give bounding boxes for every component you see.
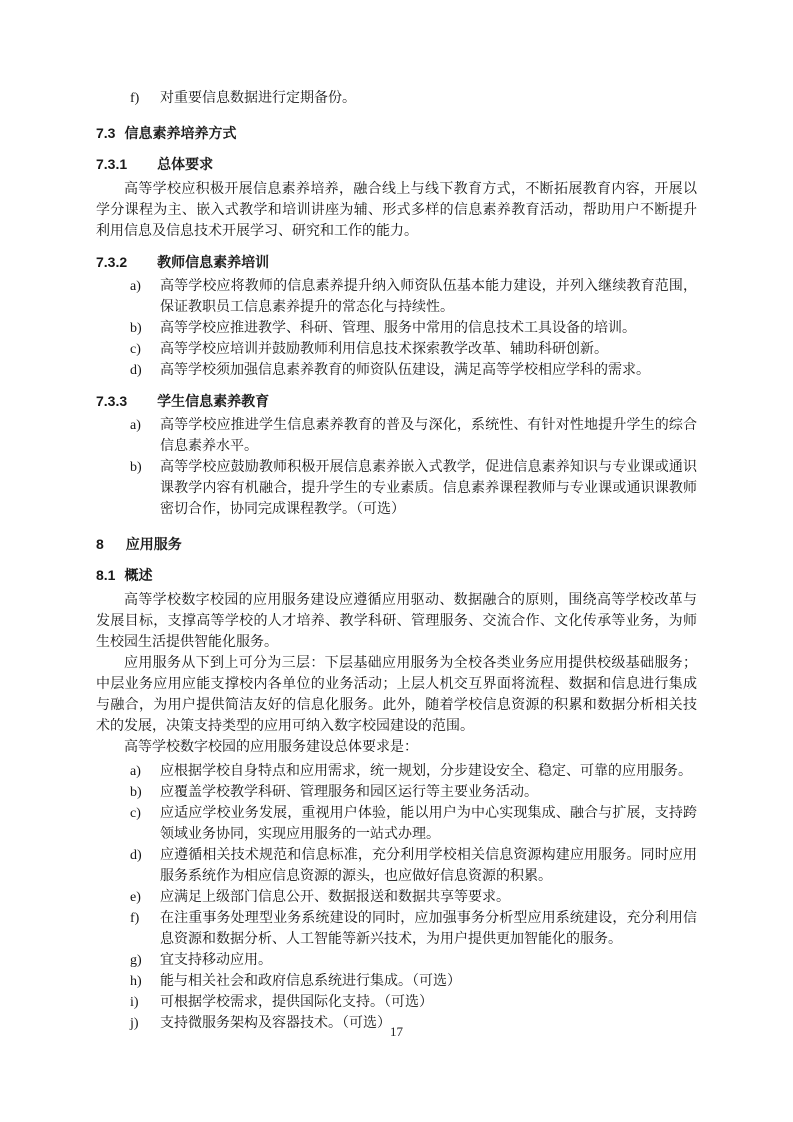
clause-list-8-1 (96, 761, 697, 1034)
item-label: g) (130, 953, 142, 968)
paragraph-8-1-layers: 应用服务从下到上可分为三层：下层基础应用服务为全校各类业务应用提供校级基础服务；中层业务应用应能支撑校内各单位的业务活动；上层人机交互界面将流程、数据和信息进行集成与融合，为用户提供简洁友好的信息化服务。此外，随着学校信息资源的积累和数据分析相关技术的发展，决策支持类型的应用可纳入数字校园建设的范围。 (96, 656, 697, 734)
item-label: b) (130, 321, 142, 336)
heading-title: 总体要求 (157, 156, 214, 172)
item-label: j) (130, 1016, 139, 1031)
heading-number: 7.3.2 (96, 254, 128, 270)
item-label: b) (130, 785, 142, 800)
paragraph-8-1-overview: 高等学校数字校园的应用服务建设应遵循应用驱动、数据融合的原则，围绕高等学校改革与发展目标，支撑高等学校的人才培养、教学科研、管理服务、交流合作、文化传承等业务，为师生校园生活提供智能化服务。 (96, 593, 697, 650)
item-label: e) (130, 890, 141, 905)
heading-title: 应用服务 (125, 536, 182, 552)
item-text: 应覆盖学校教学科研、管理服务和园区运行等主要业务活动。 (160, 785, 538, 800)
clause-item (96, 457, 697, 520)
heading-title: 信息素养培养方式 (124, 125, 237, 141)
item-label: a) (130, 279, 141, 294)
item-text: 高等学校应鼓励教师积极开展信息素养嵌入式教学，促进信息素养知识与专业课或通识课教学内容有机融合，提升学生的专业素质。信息素养课程教师与专业课或通识课教师密切合作，协同完成课程教学。（可选） (160, 460, 697, 517)
item-text: 高等学校应培训并鼓励教师利用信息技术探索教学改革、辅助科研创新。 (160, 342, 608, 357)
clause-item (96, 803, 697, 845)
item-label: b) (130, 460, 142, 475)
item-text: 对重要信息数据进行定期备份。 (160, 91, 356, 106)
item-label: c) (130, 806, 141, 821)
item-text: 能与相关社会和政府信息系统进行集成。（可选） (160, 974, 461, 989)
item-label: h) (130, 974, 142, 989)
clause-item (96, 908, 697, 950)
clause-item (96, 415, 697, 457)
item-text: 应适应学校业务发展，重视用户体验，能以用户为中心实现集成、融合与扩展，支持跨领域业务协同，实现应用服务的一站式办理。 (160, 806, 697, 842)
clause-item (96, 845, 697, 887)
section-heading-7-3 (96, 123, 697, 144)
clause-item-f-top (96, 88, 697, 109)
section-heading-8-1 (96, 565, 697, 586)
item-text: 高等学校应将教师的信息素养提升纳入师资队伍基本能力建设，并列入继续教育范围，保证教职员工信息素养提升的常态化与持续性。 (160, 279, 697, 315)
item-text: 应满足上级部门信息公开、数据报送和数据共享等要求。 (160, 890, 510, 905)
item-text: 高等学校应推进学生信息素养教育的普及与深化，系统性、有针对性地提升学生的综合信息素养水平。 (160, 418, 697, 454)
clause-item (96, 950, 697, 971)
paragraph-8-1-requirements-lead: 高等学校数字校园的应用服务建设总体要求是： (124, 740, 418, 755)
section-heading-7-3-1 (96, 154, 697, 175)
heading-number: 8.1 (96, 567, 116, 583)
item-label: f) (130, 91, 140, 106)
item-text: 应遵循相关技术规范和信息标准，充分利用学校相关信息资源构建应用服务。同时应用服务系统作为相应信息资源的源头，也应做好信息资源的积累。 (160, 848, 697, 884)
content-area (96, 88, 697, 1034)
page-number: 17 (390, 1024, 403, 1039)
heading-number: 8 (96, 536, 104, 552)
clause-item (96, 782, 697, 803)
item-label: d) (130, 363, 142, 378)
item-text: 可根据学校需求，提供国际化支持。（可选） (160, 995, 433, 1010)
item-text: 高等学校应推进教学、科研、管理、服务中常用的信息技术工具设备的培训。 (160, 321, 636, 336)
item-label: a) (130, 418, 141, 433)
clause-item (96, 992, 697, 1013)
clause-item (96, 887, 697, 908)
item-label: d) (130, 848, 142, 863)
item-label: i) (130, 995, 139, 1010)
heading-number: 7.3.1 (96, 156, 128, 172)
clause-item (96, 761, 697, 782)
item-text: 高等学校须加强信息素养教育的师资队伍建设，满足高等学校相应学科的需求。 (160, 363, 650, 378)
heading-title: 概述 (124, 567, 153, 583)
section-heading-7-3-3 (96, 391, 697, 412)
item-text: 在注重事务处理型业务系统建设的同时，应加强事务分析型应用系统建设，充分利用信息资源和数据分析、人工智能等新兴技术，为用户提供更加智能化的服务。 (160, 911, 697, 947)
item-text: 宜支持移动应用。 (160, 953, 272, 968)
section-heading-8 (96, 534, 697, 555)
clause-item (96, 360, 697, 381)
item-label: f) (130, 911, 140, 926)
clause-list-7-3-2 (96, 276, 697, 381)
item-text: 支持微服务架构及容器技术。（可选） (160, 1016, 391, 1031)
item-label: c) (130, 342, 141, 357)
paragraph-7-3-1: 高等学校应积极开展信息素养培养，融合线上与线下教育方式，不断拓展教育内容，开展以学分课程为主、嵌入式教学和培训讲座为辅、形式多样的信息素养教育活动，帮助用户不断提升利用信息及信息技术开展学习、研究和工作的能力。 (96, 182, 697, 239)
clause-list-7-3-3 (96, 415, 697, 520)
clause-item (96, 276, 697, 318)
clause-item (96, 971, 697, 992)
item-label: a) (130, 764, 141, 779)
heading-number: 7.3.3 (96, 393, 128, 409)
heading-title: 学生信息素养教育 (157, 393, 270, 409)
item-text: 应根据学校自身特点和应用需求，统一规划，分步建设安全、稳定、可靠的应用服务。 (160, 764, 692, 779)
heading-title: 教师信息素养培训 (157, 254, 270, 270)
clause-item (96, 318, 697, 339)
clause-item (96, 339, 697, 360)
heading-number: 7.3 (96, 125, 116, 141)
section-heading-7-3-2 (96, 252, 697, 273)
